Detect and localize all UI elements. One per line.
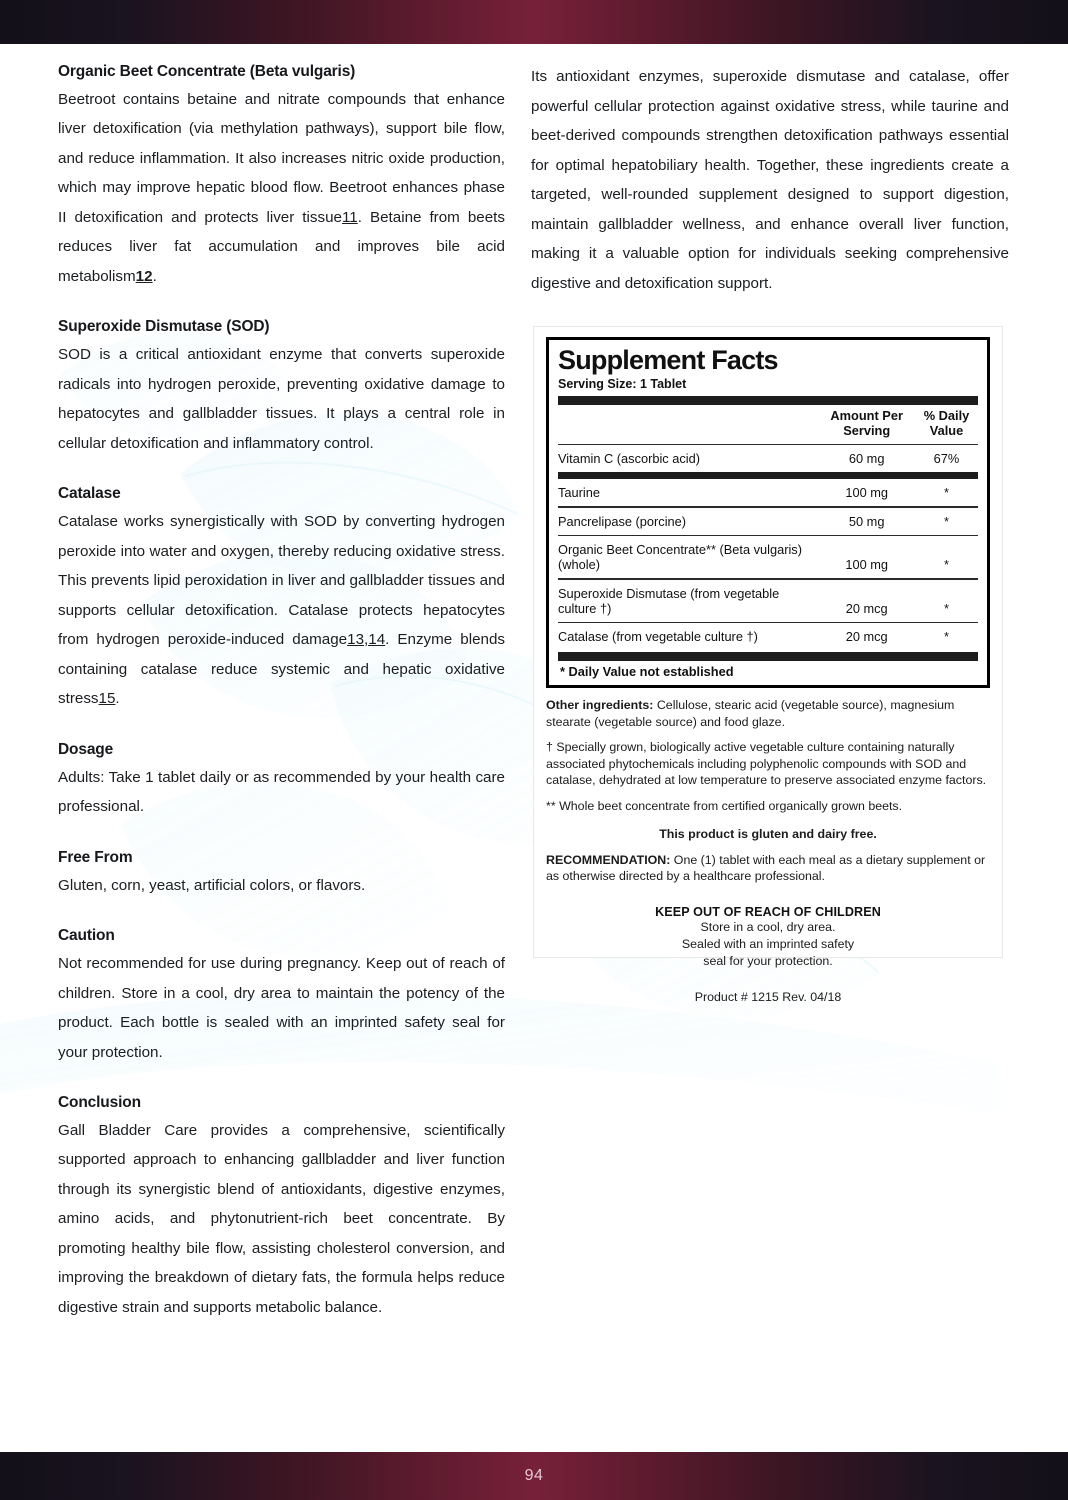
row-name: Pancrelipase (porcine)	[558, 513, 687, 529]
table-row	[558, 448, 978, 469]
table-row	[558, 583, 978, 619]
body-text-part: .	[152, 267, 157, 285]
supplement-facts-box	[546, 337, 990, 688]
body-text-part: Beetroot contains betaine and nitrate compounds that enhance liver detoxification (via methylation pathways), support bile flow, and reduce inflammation. It also increases nitric oxide production, which may improve hepatic blood flow. Beetroot enhances phase II detoxification and protects liver tissue	[58, 90, 505, 226]
storage-line-1: Store in a cool, dry area.	[700, 919, 836, 934]
header-dv-line1: % Daily	[923, 407, 970, 423]
double-star-note: ** Whole beet concentrate from certified organically grown beets.	[546, 798, 903, 813]
row-amount: 60 mg	[848, 451, 885, 467]
supplement-facts-card	[533, 326, 1003, 1004]
table-divider	[558, 503, 978, 511]
other-ingredients-note	[546, 697, 990, 730]
dagger-note: † Specially grown, biologically active vegetable culture containing naturally associated phytochemicals including polyphenolic compounds with SOD and catalase, dehydrated at low temperature to preserve associated enzyme factors.	[546, 740, 987, 788]
reference-marker: 11	[341, 208, 358, 226]
table-row	[558, 626, 978, 647]
row-name: Vitamin C (ascorbic acid)	[558, 451, 700, 467]
section-body: Adults: Take 1 tablet daily or as recommended by your health care professional.	[58, 768, 505, 816]
table-row	[558, 539, 978, 575]
header-dv-line2: Value	[929, 422, 964, 438]
row-name: Catalase (from vegetable culture †)	[558, 629, 758, 645]
section-heading: Free From	[58, 848, 133, 866]
table-row	[558, 482, 978, 503]
row-daily-value: *	[944, 600, 949, 616]
section-dosage	[58, 740, 505, 822]
body-text-part: . Enzyme blends containing catalase reduce systemic and hepatic oxidative stress	[58, 631, 506, 708]
body-text-part: .	[115, 690, 120, 708]
section-catalase	[58, 484, 505, 713]
section-caution	[58, 926, 505, 1067]
page-footer-bar	[0, 1452, 1068, 1500]
row-daily-value: 67%	[933, 451, 960, 467]
body-text-part: Catalase works synergistically with SOD by converting hydrogen peroxide into water and oxygen, thereby reducing oxidative stress. This prevents lipid peroxidation in liver and gallbladder tissues and supports cellular detoxification. Catalase protects hepatocytes from hydrogen peroxide-induced damage	[58, 513, 505, 649]
table-header-row	[558, 405, 978, 441]
section-heading: Superoxide Dismutase (SOD)	[58, 318, 270, 336]
recommendation-text: One (1) tablet with each meal as a dietary supplement or as otherwise directed by a healthcare professional.	[546, 852, 986, 884]
row-amount: 20 mcg	[845, 600, 888, 616]
page-number: 94	[524, 1467, 544, 1484]
rule-thick-top	[558, 396, 978, 405]
section-body: Gall Bladder Care provides a comprehensive, scientifically supported approach to enhancing gallbladder and liver function through its synergistic blend of antioxidants, digestive enzymes, amino acids, and phytonutrient-rich beet concentrate. By promoting healthy bile flow, assisting cholesterol conversion, and improving the breakdown of dietary fats, the formula helps reduce digestive strain and supports metabolic balance.	[58, 1121, 505, 1316]
section-organic-beet-concentrate	[58, 62, 505, 291]
table-row	[558, 511, 978, 532]
right-column	[531, 44, 1009, 298]
header-amount-line2: Serving	[843, 422, 891, 438]
storage-line-2: Sealed with an imprinted safety	[681, 936, 855, 951]
section-free-from	[58, 848, 505, 900]
table-divider	[558, 532, 978, 540]
row-amount: 20 mcg	[845, 629, 888, 645]
table-divider	[558, 619, 978, 627]
rule-thick-bottom	[558, 652, 978, 661]
section-heading: Organic Beet Concentrate (Beta vulgaris)	[58, 63, 356, 80]
row-daily-value: *	[944, 557, 949, 573]
other-ingredients-text: Cellulose, stearic acid (vegetable source), magnesium stearate (vegetable source) and food glaze.	[546, 698, 955, 729]
left-column	[58, 44, 505, 1348]
reference-marker: 15	[98, 690, 116, 708]
section-heading: Dosage	[58, 740, 114, 758]
row-daily-value: *	[944, 513, 949, 529]
header-amount-line1: Amount Per	[830, 407, 903, 423]
section-heading: Conclusion	[58, 1094, 141, 1112]
section-body: Gluten, corn, yeast, artificial colors, or flavors.	[58, 876, 366, 894]
section-body	[58, 85, 505, 292]
section-conclusion	[58, 1093, 505, 1322]
row-amount: 100 mg	[845, 485, 889, 501]
serving-size-label: Serving Size: 1 Tablet	[558, 376, 687, 391]
recommendation-label: RECOMMENDATION:	[546, 852, 671, 867]
row-name: Taurine	[558, 485, 600, 501]
section-heading: Caution	[58, 927, 115, 945]
recommendation-note	[546, 852, 990, 885]
storage-line-3: seal for your protection.	[703, 953, 833, 968]
reference-marker: 13,14	[347, 631, 386, 649]
supplement-facts-table	[558, 405, 978, 648]
gluten-dairy-note: This product is gluten and dairy free.	[659, 827, 877, 842]
supplement-facts-title: Supplement Facts	[558, 345, 778, 375]
section-heading: Catalase	[58, 485, 121, 503]
product-code: Product # 1215 Rev. 04/18	[694, 989, 842, 1004]
table-divider-thick	[558, 469, 978, 482]
header-cell-daily-value	[915, 405, 978, 441]
section-body	[58, 507, 505, 714]
section-body: Not recommended for use during pregnancy. Keep out of reach of children. Store in a cool, dry area to maintain the potency of the product. Each bottle is sealed with an imprinted safety seal for your protection.	[58, 955, 505, 1061]
reference-marker: 12	[135, 267, 153, 285]
row-daily-value: *	[944, 485, 949, 501]
page-header-bar	[0, 0, 1068, 44]
daily-value-footnote: * Daily Value not established	[560, 664, 734, 680]
intro-paragraph: Its antioxidant enzymes, superoxide dismutase and catalase, offer powerful cellular protection against oxidative stress, while taurine and beet-derived compounds strengthen detoxification pathways essential for optimal hepatobiliary health. Together, these ingredients create a targeted, well-rounded supplement designed to support digestion, maintain gallbladder wellness, and enhance overall liver function, making it a valuable option for individuals seeking comprehensive digestive and detoxification support.	[531, 68, 1009, 292]
row-amount: 50 mg	[848, 513, 885, 529]
row-amount: 100 mg	[845, 557, 889, 573]
section-body: SOD is a critical antioxidant enzyme that converts superoxide radicals into hydrogen peroxide, preventing oxidative damage to hepatocytes and gallbladder tissues. It plays a central role in cellular detoxification and inflammatory control.	[58, 346, 505, 452]
row-name: Organic Beet Concentrate** (Beta vulgaris) (whole)	[558, 542, 802, 573]
header-cell-name	[558, 405, 818, 441]
table-divider	[558, 441, 978, 449]
keep-out-of-reach-warning: KEEP OUT OF REACH OF CHILDREN	[655, 904, 881, 919]
header-cell-amount	[818, 405, 915, 441]
other-ingredients-label: Other ingredients:	[546, 698, 654, 713]
row-name: Superoxide Dismutase (from vegetable culture †)	[558, 585, 780, 616]
table-divider	[558, 575, 978, 583]
body-text-part: . Betaine from beets reduces liver fat accumulation and improves bile acid metabolism	[58, 208, 505, 285]
section-superoxide-dismutase	[58, 317, 505, 458]
row-daily-value: *	[944, 629, 949, 645]
